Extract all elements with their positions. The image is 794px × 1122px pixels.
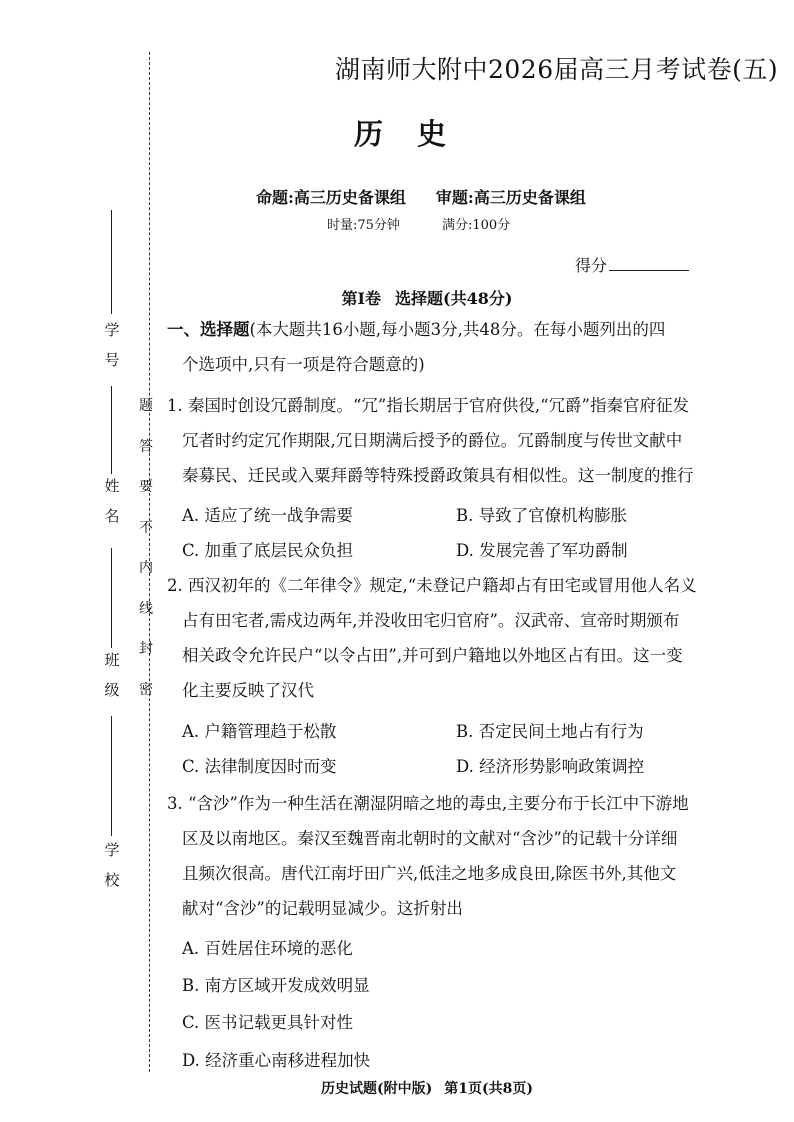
score-label: 得分 xyxy=(575,256,608,275)
question-3-line: 且频次很高。唐代江南圩田广兴,低洼之地多成良田,除医书外,其他文 xyxy=(182,864,677,883)
question-1-line: 冗者时约定冗作期限,冗日期满后授予的爵位。冗爵制度与传世文献中 xyxy=(182,431,683,450)
score-field xyxy=(575,253,689,276)
question-2-line: 占有田宅者,需戍边两年,并没收田宅归官府”。汉武帝、宣帝时期颁布 xyxy=(182,611,680,630)
option-b[interactable]: B. 导致了官僚机构膨胀 xyxy=(456,506,628,525)
option-a[interactable]: A. 百姓居住环境的恶化 xyxy=(182,939,353,958)
question-3-line: 3. “含沙”作为一种生活在潮湿阴暗之地的毒虫,主要分布于长江中下游地 xyxy=(167,794,689,813)
option-a[interactable]: A. 适应了统一战争需要 xyxy=(182,506,353,525)
setter: 命题:高三历史备课组 xyxy=(256,188,406,207)
binding-note-char: 封 xyxy=(139,641,153,657)
question-2-line: 2. 西汉初年的《二年律令》规定,“未登记户籍却占有田宅或冒用他人名义 xyxy=(167,576,697,595)
subject-title: 历史 xyxy=(353,117,480,151)
score-blank[interactable] xyxy=(609,256,689,271)
exam-title: 湖南师大附中2026届高三月考试卷(五) xyxy=(335,55,779,84)
binding-note-char: 题 xyxy=(139,398,153,414)
option-c[interactable]: C. 法律制度因时而变 xyxy=(182,757,337,776)
binding-note-char: 要 xyxy=(139,479,153,495)
full-score: 满分:100分 xyxy=(441,218,511,233)
binding-note-char: 内 xyxy=(139,560,153,576)
school-blank[interactable] xyxy=(111,716,112,836)
question-3-line: 献对“含沙”的记载明显减少。这折射出 xyxy=(182,899,463,918)
footer-paper: 历史试题(附中版) xyxy=(321,1081,433,1097)
binding-note-column xyxy=(137,386,155,710)
option-b[interactable]: B. 否定民间土地占有行为 xyxy=(456,722,644,741)
option-d[interactable]: D. 经济重心南移进程加快 xyxy=(182,1051,371,1070)
option-c[interactable]: C. 医书记载更具针对性 xyxy=(182,1013,354,1032)
option-a[interactable]: A. 户籍管理趋于松散 xyxy=(182,722,337,741)
class-label: 班 级 xyxy=(104,651,120,699)
student-id-label: 学 号 xyxy=(104,321,120,369)
question-2-line: 相关政令允许民户“以令占田”,并可到户籍地以外地区占有田。这一变 xyxy=(182,646,683,665)
question-1-line: 1. 秦国时创设冗爵制度。“冗”指长期居于官府供役,“冗爵”指秦官府征发 xyxy=(167,396,689,415)
option-d[interactable]: D. 发展完善了军功爵制 xyxy=(456,541,628,560)
school-label: 学 校 xyxy=(104,841,120,889)
setters-line xyxy=(256,185,586,208)
instructions-line: 个选项中,只有一项是符合题意的) xyxy=(182,355,425,374)
binding-note-char: 不 xyxy=(139,519,153,536)
question-2-line: 化主要反映了汉代 xyxy=(182,681,314,700)
question-1-line: 秦募民、迁民或入粟拜爵等特殊授爵政策具有相似性。这一制度的推行 xyxy=(182,466,694,485)
name-label: 姓 名 xyxy=(104,477,120,525)
class-blank[interactable] xyxy=(111,548,112,648)
binding-note-char: 线 xyxy=(139,600,153,617)
timing-line xyxy=(327,214,510,233)
option-c[interactable]: C. 加重了底层民众负担 xyxy=(182,541,354,560)
binding-note-char: 答 xyxy=(139,438,153,455)
part-title: 第Ⅰ卷 选择题(共48分) xyxy=(341,289,513,308)
footer-page: 第1页(共8页) xyxy=(444,1081,533,1097)
question-3-line: 区及以南地区。秦汉至魏晋南北朝时的文献对“含沙”的记载十分详细 xyxy=(182,829,678,848)
reviewer: 审题:高三历史备课组 xyxy=(435,188,586,207)
page-footer xyxy=(0,1078,794,1098)
time-limit: 时量:75分钟 xyxy=(327,218,400,233)
name-blank[interactable] xyxy=(111,386,112,474)
option-d[interactable]: D. 经济形势影响政策调控 xyxy=(456,757,645,776)
binding-note-char: 密 xyxy=(139,681,153,698)
option-b[interactable]: B. 南方区域开发成效明显 xyxy=(182,976,370,995)
instructions-line: 一、选择题(本大题共16小题,每小题3分,共48分。在每小题列出的四 xyxy=(167,320,666,339)
